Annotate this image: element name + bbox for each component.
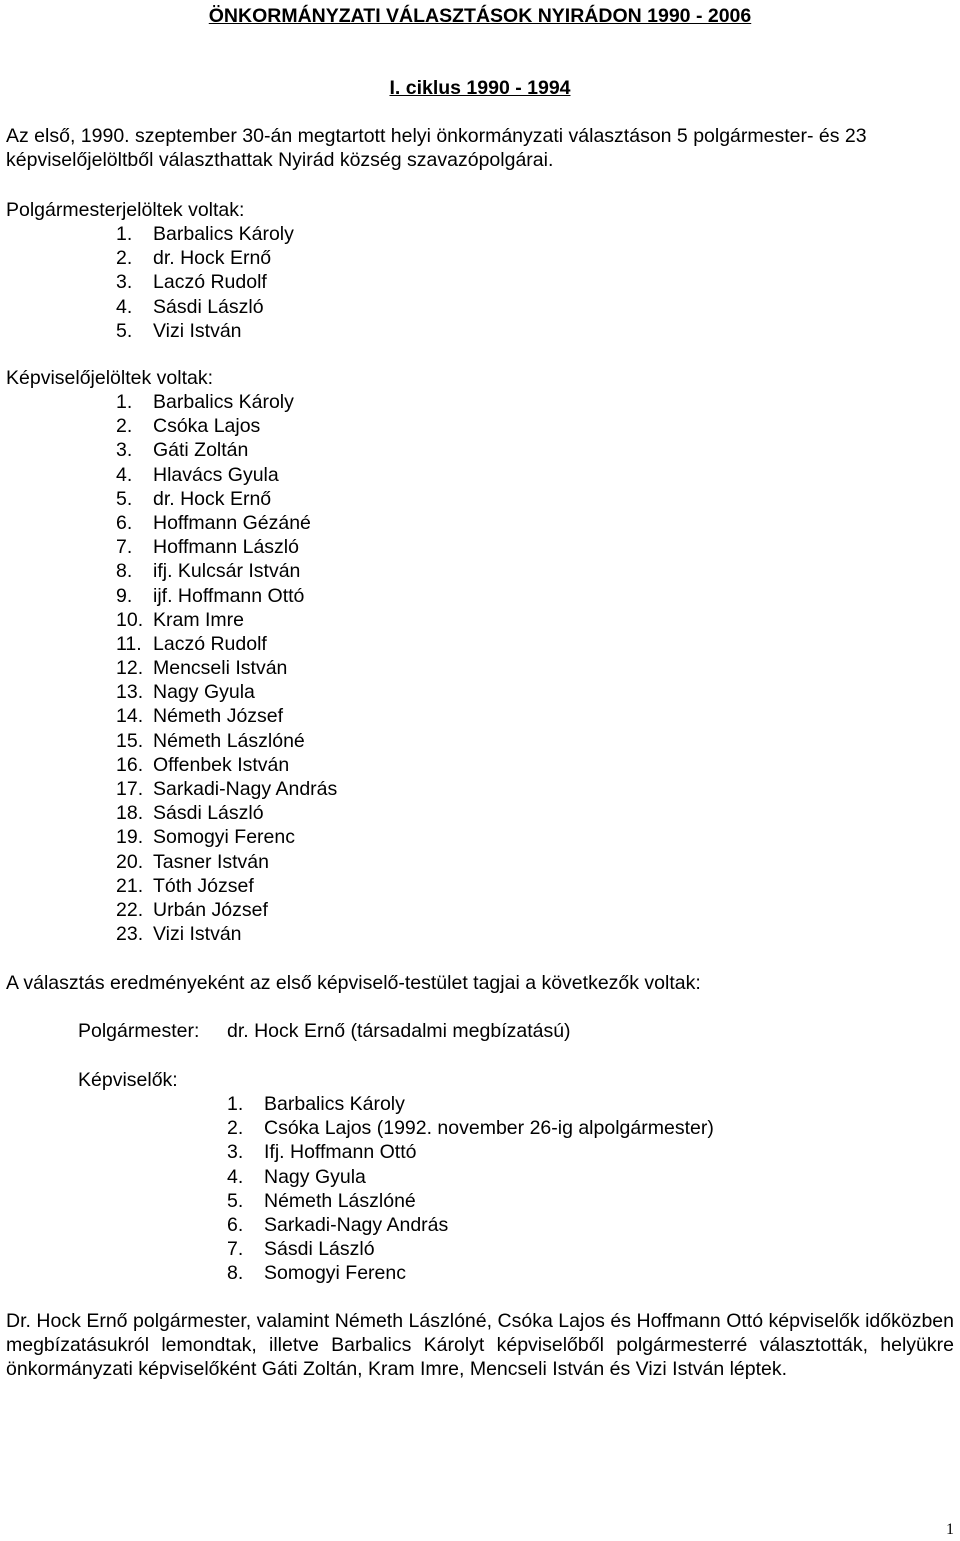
- list-item-number: 2.: [116, 415, 133, 438]
- list-item-number: 4.: [116, 463, 133, 486]
- list-item-number: 9.: [116, 584, 133, 607]
- list-item-name: Somogyi Ferenc: [264, 1262, 406, 1285]
- list-item-number: 5.: [116, 319, 133, 342]
- list-item-number: 18.: [116, 802, 144, 825]
- list-item-name: Laczó Rudolf: [153, 632, 267, 655]
- list-item-name: Gáti Zoltán: [153, 439, 249, 462]
- list-item-name: Laczó Rudolf: [153, 271, 267, 294]
- list-item-name: Nagy Gyula: [264, 1165, 366, 1188]
- list-item-name: Sásdi László: [153, 802, 264, 825]
- list-item-number: 1.: [116, 223, 133, 245]
- rep-candidates-heading: Képviselőjelöltek voltak:: [6, 367, 214, 389]
- list-item-name: Barbalics Károly: [264, 1093, 405, 1115]
- closing-paragraph: Dr. Hock Ernő polgármester, valamint Németh Lászlóné, Csóka Lajos és Hoffmann Ottó képviselők időközben megbízatásukról lemondtak, illetve Barbalics Károlyt képviselőből polgármesterré választották, helyükre önkormányzati képviselőként Gáti Zoltán, Kram Imre, Mencseli István és Vizi István léptek.: [6, 1310, 954, 1381]
- list-item-number: 10.: [116, 608, 144, 631]
- list-item-number: 15.: [116, 729, 144, 752]
- list-item-number: 3.: [116, 271, 133, 294]
- list-item-number: 4.: [227, 1165, 244, 1188]
- list-item-name: Sarkadi-Nagy András: [153, 778, 338, 800]
- list-item-name: Ifj. Hoffmann Ottó: [264, 1141, 417, 1164]
- list-item-number: 14.: [116, 705, 144, 728]
- intro-paragraph: Az első, 1990. szeptember 30-án megtartott helyi önkormányzati választáson 5 polgármester- és 23 képviselőjelöltből választhattak Nyirád község szavazópolgárai.: [6, 125, 867, 172]
- list-item-name: ijf. Hoffmann Ottó: [153, 584, 305, 607]
- list-item-name: Tasner István: [153, 850, 269, 873]
- list-item-name: Hoffmann László: [153, 536, 299, 559]
- list-item-number: 4.: [116, 295, 133, 318]
- list-item-number: 12.: [116, 657, 144, 680]
- list-item-name: Barbalics Károly: [153, 223, 294, 245]
- list-item-number: 23.: [116, 923, 144, 946]
- cycle-title: I. ciklus 1990 - 1994: [389, 77, 571, 99]
- mayor-value: dr. Hock Ernő (társadalmi megbízatású): [227, 1020, 571, 1042]
- list-item-name: dr. Hock Ernő: [153, 487, 272, 510]
- list-item-name: Vizi István: [153, 923, 242, 946]
- list-item-name: Nagy Gyula: [153, 681, 255, 704]
- list-item-number: 22.: [116, 898, 144, 921]
- list-item-number: 11.: [116, 632, 142, 655]
- list-item-number: 8.: [227, 1262, 244, 1285]
- list-item-number: 1.: [227, 1093, 244, 1115]
- list-item-name: Sarkadi-Nagy András: [264, 1213, 449, 1236]
- list-item-name: Barbalics Károly: [153, 391, 294, 413]
- list-item-number: 8.: [116, 560, 133, 583]
- list-item-name: Németh Lászlóné: [264, 1189, 416, 1212]
- page-number: 1: [946, 1521, 954, 1538]
- mayor-candidates-heading: Polgármesterjelöltek voltak:: [6, 199, 245, 221]
- list-item-number: 6.: [116, 511, 133, 534]
- list-item-number: 19.: [116, 826, 144, 849]
- results-heading: A választás eredményeként az első képviselő-testület tagjai a következők voltak:: [6, 972, 701, 994]
- list-item-number: 7.: [227, 1238, 244, 1261]
- list-item-name: Hoffmann Gézáné: [153, 511, 311, 534]
- list-item-number: 16.: [116, 753, 144, 776]
- list-item-number: 21.: [116, 874, 144, 897]
- list-item-name: dr. Hock Ernő: [153, 247, 272, 270]
- list-item-number: 5.: [227, 1189, 244, 1212]
- list-item-name: Somogyi Ferenc: [153, 826, 295, 849]
- list-item-name: Németh József: [153, 705, 284, 728]
- list-item-number: 2.: [116, 247, 133, 270]
- list-item-name: Urbán József: [153, 898, 268, 921]
- list-item-name: Sásdi László: [264, 1238, 375, 1261]
- list-item-number: 7.: [116, 536, 133, 559]
- list-item-name: Németh Lászlóné: [153, 729, 305, 752]
- list-item-name: Offenbek István: [153, 753, 290, 776]
- list-item-number: 3.: [227, 1141, 244, 1164]
- list-item-number: 6.: [227, 1213, 244, 1236]
- list-item-number: 3.: [116, 439, 133, 462]
- list-item-name: ifj. Kulcsár István: [153, 560, 301, 583]
- representatives-label: Képviselők:: [78, 1069, 178, 1091]
- list-item-name: Csóka Lajos: [153, 415, 261, 438]
- list-item-number: 1.: [116, 391, 133, 413]
- list-item-name: Tóth József: [153, 874, 254, 897]
- list-item-name: Csóka Lajos (1992. november 26-ig alpolgármester): [264, 1117, 714, 1140]
- mayor-label: Polgármester:: [78, 1020, 200, 1042]
- list-item-name: Hlavács Gyula: [153, 463, 279, 486]
- list-item-name: Mencseli István: [153, 657, 288, 680]
- main-title: ÖNKORMÁNYZATI VÁLASZTÁSOK NYIRÁDON 1990 - 2006: [208, 5, 752, 27]
- list-item-number: 5.: [116, 487, 133, 510]
- list-item-name: Vizi István: [153, 319, 242, 342]
- list-item-number: 20.: [116, 850, 144, 873]
- list-item-name: Kram Imre: [153, 608, 245, 631]
- list-item-number: 2.: [227, 1117, 244, 1140]
- list-item-number: 17.: [116, 778, 144, 800]
- list-item-name: Sásdi László: [153, 295, 264, 318]
- list-item-number: 13.: [116, 681, 144, 704]
